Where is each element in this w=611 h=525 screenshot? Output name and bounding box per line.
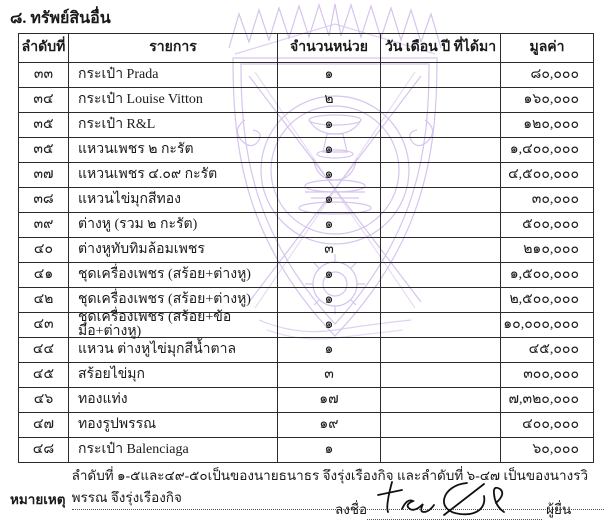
footnote-label: หมายเหตุ [10,492,66,507]
row-date [381,263,501,288]
row-date [381,388,501,413]
row-value: ๑๐,๐๐๐,๐๐๐ [501,313,594,338]
row-item: แหวนเพชร ๔.๐๙ กะรัต [69,163,278,188]
row-units: ๑ [278,263,381,288]
row-item: ชุดเครื่องเพชร (สร้อย+ต่างหู) [69,263,278,288]
col-header-date: วัน เดือน ปี ที่ได้มา [381,34,501,63]
row-date [381,338,501,363]
row-number: ๓๔ [19,88,69,113]
row-date [381,163,501,188]
col-header-item: รายการ [69,34,278,63]
row-number: ๔๘ [19,438,69,463]
row-date [381,438,501,463]
section-title: ๘. ทรัพย์สินอื่น [10,10,111,27]
row-units: ๑ [278,438,381,463]
row-date [381,138,501,163]
row-units: ๑ [278,188,381,213]
row-value: ๕๐๐,๐๐๐ [501,213,594,238]
row-value: ๓๐,๐๐๐ [501,188,594,213]
col-header-value: มูลค่า [501,34,594,63]
row-date [381,288,501,313]
signature-label: ลงชื่อ [335,502,368,517]
row-number: ๔๕ [19,363,69,388]
signature-row [335,498,571,520]
row-date [381,113,501,138]
row-value: ๖๐,๐๐๐ [501,438,594,463]
row-number: ๓๘ [19,188,69,213]
row-item: แหวน ต่างหูไข่มุกสีน้ำตาล [69,338,278,363]
row-units: ๑ [278,138,381,163]
row-units: ๒ [278,88,381,113]
row-value: ๘๐,๐๐๐ [501,63,594,88]
signature-role: ผู้ยื่น [546,502,572,517]
row-value: ๔๕,๐๐๐ [501,338,594,363]
row-item: แหวนไข่มุกสีทอง [69,188,278,213]
row-number: ๔๒ [19,288,69,313]
row-number: ๔๖ [19,388,69,413]
row-value: ๒๑๐,๐๐๐ [501,238,594,263]
row-units: ๑๗ [278,388,381,413]
row-number: ๔๑ [19,263,69,288]
row-value: ๗,๓๒๐,๐๐๐ [501,388,594,413]
row-units: ๓ [278,238,381,263]
row-item: กระเป๋า Louise Vitton [69,88,278,113]
row-units: ๓ [278,363,381,388]
row-value: ๑,๔๐๐,๐๐๐ [501,138,594,163]
row-number: ๓๗ [19,163,69,188]
row-value: ๔๐๐,๐๐๐ [501,413,594,438]
row-units: ๑ [278,63,381,88]
row-date [381,413,501,438]
row-item: ต่างหู (รวม ๒ กะรัต) [69,213,278,238]
row-number: ๔๗ [19,413,69,438]
row-units: ๑ [278,313,381,338]
col-header-units: จำนวนหน่วย [278,34,381,63]
row-item: ทองรูปพรรณ [69,413,278,438]
row-date [381,213,501,238]
row-date [381,363,501,388]
row-date [381,63,501,88]
row-date [381,313,501,338]
row-units: ๑๙ [278,413,381,438]
signature-line [367,505,542,520]
row-number: ๓๓ [19,63,69,88]
row-date [381,88,501,113]
row-item: สร้อยไข่มุก [69,363,278,388]
row-value: ๔,๕๐๐,๐๐๐ [501,163,594,188]
row-number: ๔๓ [19,313,69,338]
row-item: ทองแท่ง [69,388,278,413]
row-item: กระเป๋า R&L [69,113,278,138]
row-item: ชุดเครื่องเพชร (สร้อย+ข้อมือ+ต่างหู) [69,313,278,338]
row-date [381,238,501,263]
handwritten-signature [372,479,537,521]
row-units: ๑ [278,338,381,363]
row-value: ๑,๕๐๐,๐๐๐ [501,263,594,288]
row-units: ๑ [278,213,381,238]
row-number: ๔๔ [19,338,69,363]
row-number: ๓๙ [19,213,69,238]
col-header-index: ลำดับที่ [19,34,69,63]
row-units: ๑ [278,163,381,188]
row-number: ๓๕ [19,113,69,138]
row-number: ๓๕ [19,138,69,163]
row-date [381,188,501,213]
row-item: กระเป๋า Balenciaga [69,438,278,463]
row-item: แหวนเพชร ๒ กะรัต [69,138,278,163]
row-item: ต่างหูทับทิมล้อมเพชร [69,238,278,263]
row-value: ๓๐๐,๐๐๐ [501,363,594,388]
row-value: ๑๖๐,๐๐๐ [501,88,594,113]
row-value: ๑๒๐,๐๐๐ [501,113,594,138]
row-value: ๒,๕๐๐,๐๐๐ [501,288,594,313]
row-units: ๑ [278,288,381,313]
row-number: ๔๐ [19,238,69,263]
footnote-text: ลำดับที่ ๑-๕และ๔๙-๕๐เป็นของนายธนาธร จึงรุ่งเรืองกิจ และลำดับที่ ๖-๔๗ เป็นของนางรวิพรรณ จึงรุ่งเรืองกิจ [72,464,604,510]
row-item: ชุดเครื่องเพชร (สร้อย+ต่างหู) [69,288,278,313]
assets-table [18,33,594,463]
row-item: กระเป๋า Prada [69,63,278,88]
row-units: ๑ [278,113,381,138]
